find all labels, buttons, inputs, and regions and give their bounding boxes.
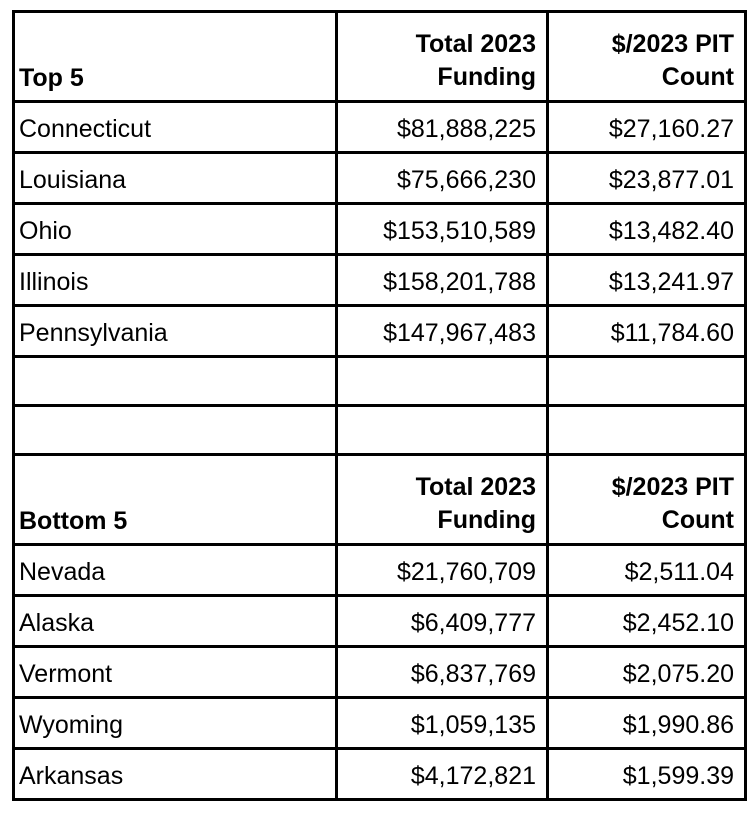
table-row [14, 545, 746, 596]
funding-cell: $21,760,709 [337, 545, 548, 596]
state-cell: Pennsylvania [14, 306, 337, 357]
top5-header-row [14, 12, 746, 102]
top5-section-label: Top 5 [14, 12, 337, 102]
table-row [14, 596, 746, 647]
table-row [14, 102, 746, 153]
funding-cell: $75,666,230 [337, 153, 548, 204]
funding-cell: $81,888,225 [337, 102, 548, 153]
empty-cell [14, 357, 337, 406]
per-pit-cell: $1,990.86 [548, 698, 746, 749]
funding-header-line1: Total 2023 [415, 473, 536, 501]
per-pit-cell: $2,075.20 [548, 647, 746, 698]
state-cell: Louisiana [14, 153, 337, 204]
per-pit-cell: $2,511.04 [548, 545, 746, 596]
funding-header-line1: Total 2023 [415, 30, 536, 58]
bottom5-pit-header [548, 455, 746, 545]
bottom5-funding-header [337, 455, 548, 545]
state-cell: Illinois [14, 255, 337, 306]
per-pit-cell: $2,452.10 [548, 596, 746, 647]
pit-header-line2: Count [661, 62, 734, 91]
state-cell: Arkansas [14, 749, 337, 800]
empty-cell [14, 406, 337, 455]
table-row [14, 204, 746, 255]
empty-cell [548, 406, 746, 455]
per-pit-cell: $11,784.60 [548, 306, 746, 357]
funding-cell: $147,967,483 [337, 306, 548, 357]
table-row [14, 306, 746, 357]
per-pit-cell: $13,482.40 [548, 204, 746, 255]
per-pit-cell: $23,877.01 [548, 153, 746, 204]
funding-cell: $6,837,769 [337, 647, 548, 698]
funding-cell: $4,172,821 [337, 749, 548, 800]
table-row [14, 647, 746, 698]
funding-header-line2: Funding [437, 62, 536, 91]
state-cell: Wyoming [14, 698, 337, 749]
empty-cell [548, 357, 746, 406]
bottom5-header-row [14, 455, 746, 545]
bottom5-section-label: Bottom 5 [14, 455, 337, 545]
top5-funding-header [337, 12, 548, 102]
table-row [14, 698, 746, 749]
pit-header-line1: $/2023 PIT [611, 30, 734, 58]
funding-cell: $158,201,788 [337, 255, 548, 306]
state-cell: Vermont [14, 647, 337, 698]
per-pit-cell: $27,160.27 [548, 102, 746, 153]
per-pit-cell: $13,241.97 [548, 255, 746, 306]
empty-row [14, 357, 746, 406]
per-pit-cell: $1,599.39 [548, 749, 746, 800]
top5-pit-header [548, 12, 746, 102]
empty-cell [337, 357, 548, 406]
state-cell: Alaska [14, 596, 337, 647]
state-funding-table [12, 10, 747, 801]
table-row [14, 255, 746, 306]
state-cell: Connecticut [14, 102, 337, 153]
funding-header-line2: Funding [437, 505, 536, 534]
pit-header-line1: $/2023 PIT [611, 473, 734, 501]
table-row [14, 153, 746, 204]
state-cell: Ohio [14, 204, 337, 255]
empty-cell [337, 406, 548, 455]
funding-cell: $153,510,589 [337, 204, 548, 255]
funding-cell: $6,409,777 [337, 596, 548, 647]
funding-cell: $1,059,135 [337, 698, 548, 749]
table-row [14, 749, 746, 800]
pit-header-line2: Count [661, 505, 734, 534]
state-cell: Nevada [14, 545, 337, 596]
empty-row [14, 406, 746, 455]
